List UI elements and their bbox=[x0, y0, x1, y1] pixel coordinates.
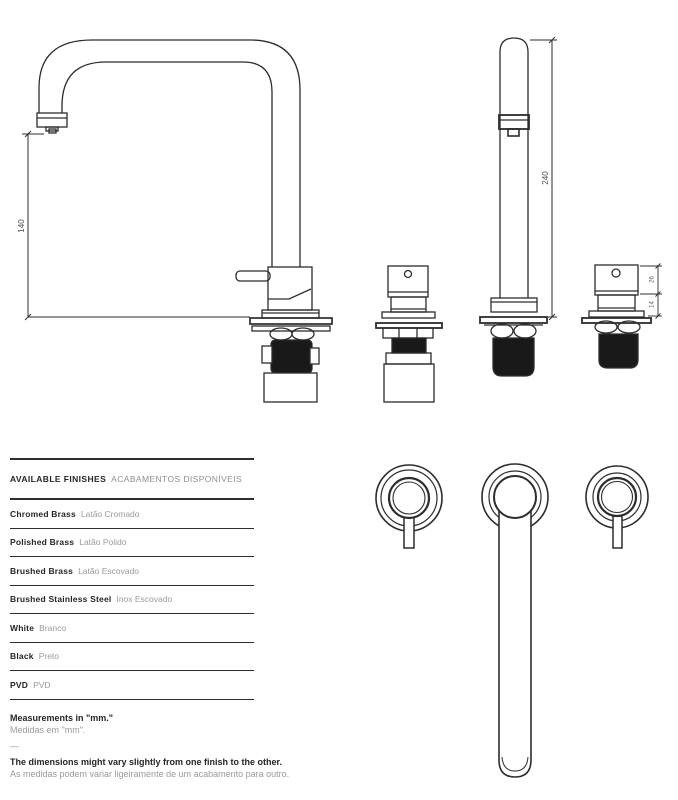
footer-notes bbox=[10, 712, 350, 780]
finish-name-en: Chromed Brass bbox=[10, 508, 76, 519]
finish-row-polished-brass bbox=[10, 529, 254, 558]
top-view-drawings bbox=[376, 464, 648, 777]
finish-row-black bbox=[10, 643, 254, 672]
finish-row-pvd bbox=[10, 671, 254, 700]
finish-name-pt: Preto bbox=[38, 651, 60, 662]
dimension-label-14: 14 bbox=[649, 301, 655, 308]
spout-top-view bbox=[482, 464, 548, 777]
finish-name-pt: PVD bbox=[33, 679, 51, 690]
available-finishes-table bbox=[10, 458, 254, 700]
finish-name-en: Brushed Stainless Steel bbox=[10, 594, 112, 605]
spout-tube-top bbox=[499, 497, 531, 777]
faucet-side-view-drawing bbox=[22, 40, 332, 402]
valve-top-view-right bbox=[586, 466, 648, 548]
valve-front-view-drawing bbox=[376, 266, 442, 402]
tolerance-note-pt: As medidas podem variar ligeiramente de um acabamento para outro. bbox=[10, 769, 290, 779]
finish-name-en: White bbox=[10, 622, 35, 633]
valve-top-view-left bbox=[376, 465, 442, 548]
notes-separator: — bbox=[10, 741, 19, 751]
finish-row-brushed-stainless-steel bbox=[10, 586, 254, 615]
measurements-note-en: Measurements in "mm." bbox=[10, 713, 114, 723]
threaded-shank bbox=[493, 338, 534, 376]
finish-name-en: PVD bbox=[10, 679, 29, 690]
finish-name-pt: Latão Polido bbox=[79, 537, 127, 548]
measurements-note-pt: Medidas em "mm". bbox=[10, 725, 86, 735]
finish-name-pt: Branco bbox=[39, 622, 67, 633]
finishes-title-en: AVAILABLE FINISHES bbox=[10, 474, 107, 484]
dimension-label-240: 240 bbox=[540, 171, 550, 185]
tolerance-note-en: The dimensions might vary slightly from one finish to the other. bbox=[10, 757, 283, 767]
finish-name-en: Brushed Brass bbox=[10, 565, 74, 576]
dimension-label-140: 140 bbox=[16, 219, 26, 233]
finish-name-en: Black bbox=[10, 651, 34, 662]
finish-name-pt: Latão Escovado bbox=[78, 565, 140, 576]
threaded-shank bbox=[599, 334, 638, 368]
finish-name-pt: Inox Escovado bbox=[116, 594, 173, 605]
finish-name-en: Polished Brass bbox=[10, 537, 75, 548]
finish-name-pt: Latão Cromado bbox=[80, 508, 140, 519]
finish-row-brushed-brass bbox=[10, 557, 254, 586]
finish-row-chromed-brass bbox=[10, 500, 254, 529]
finish-row-white bbox=[10, 614, 254, 643]
finishes-title-pt: ACABAMENTOS DISPONÍVEIS bbox=[111, 474, 243, 484]
lever-handle bbox=[236, 271, 270, 281]
threaded-shank bbox=[392, 338, 426, 353]
dimension-140-lines bbox=[22, 131, 250, 320]
finishes-table-header bbox=[10, 460, 254, 500]
dimension-label-26: 26 bbox=[649, 276, 655, 283]
spout-front-view-drawing bbox=[480, 37, 557, 376]
threaded-shank bbox=[271, 340, 312, 373]
